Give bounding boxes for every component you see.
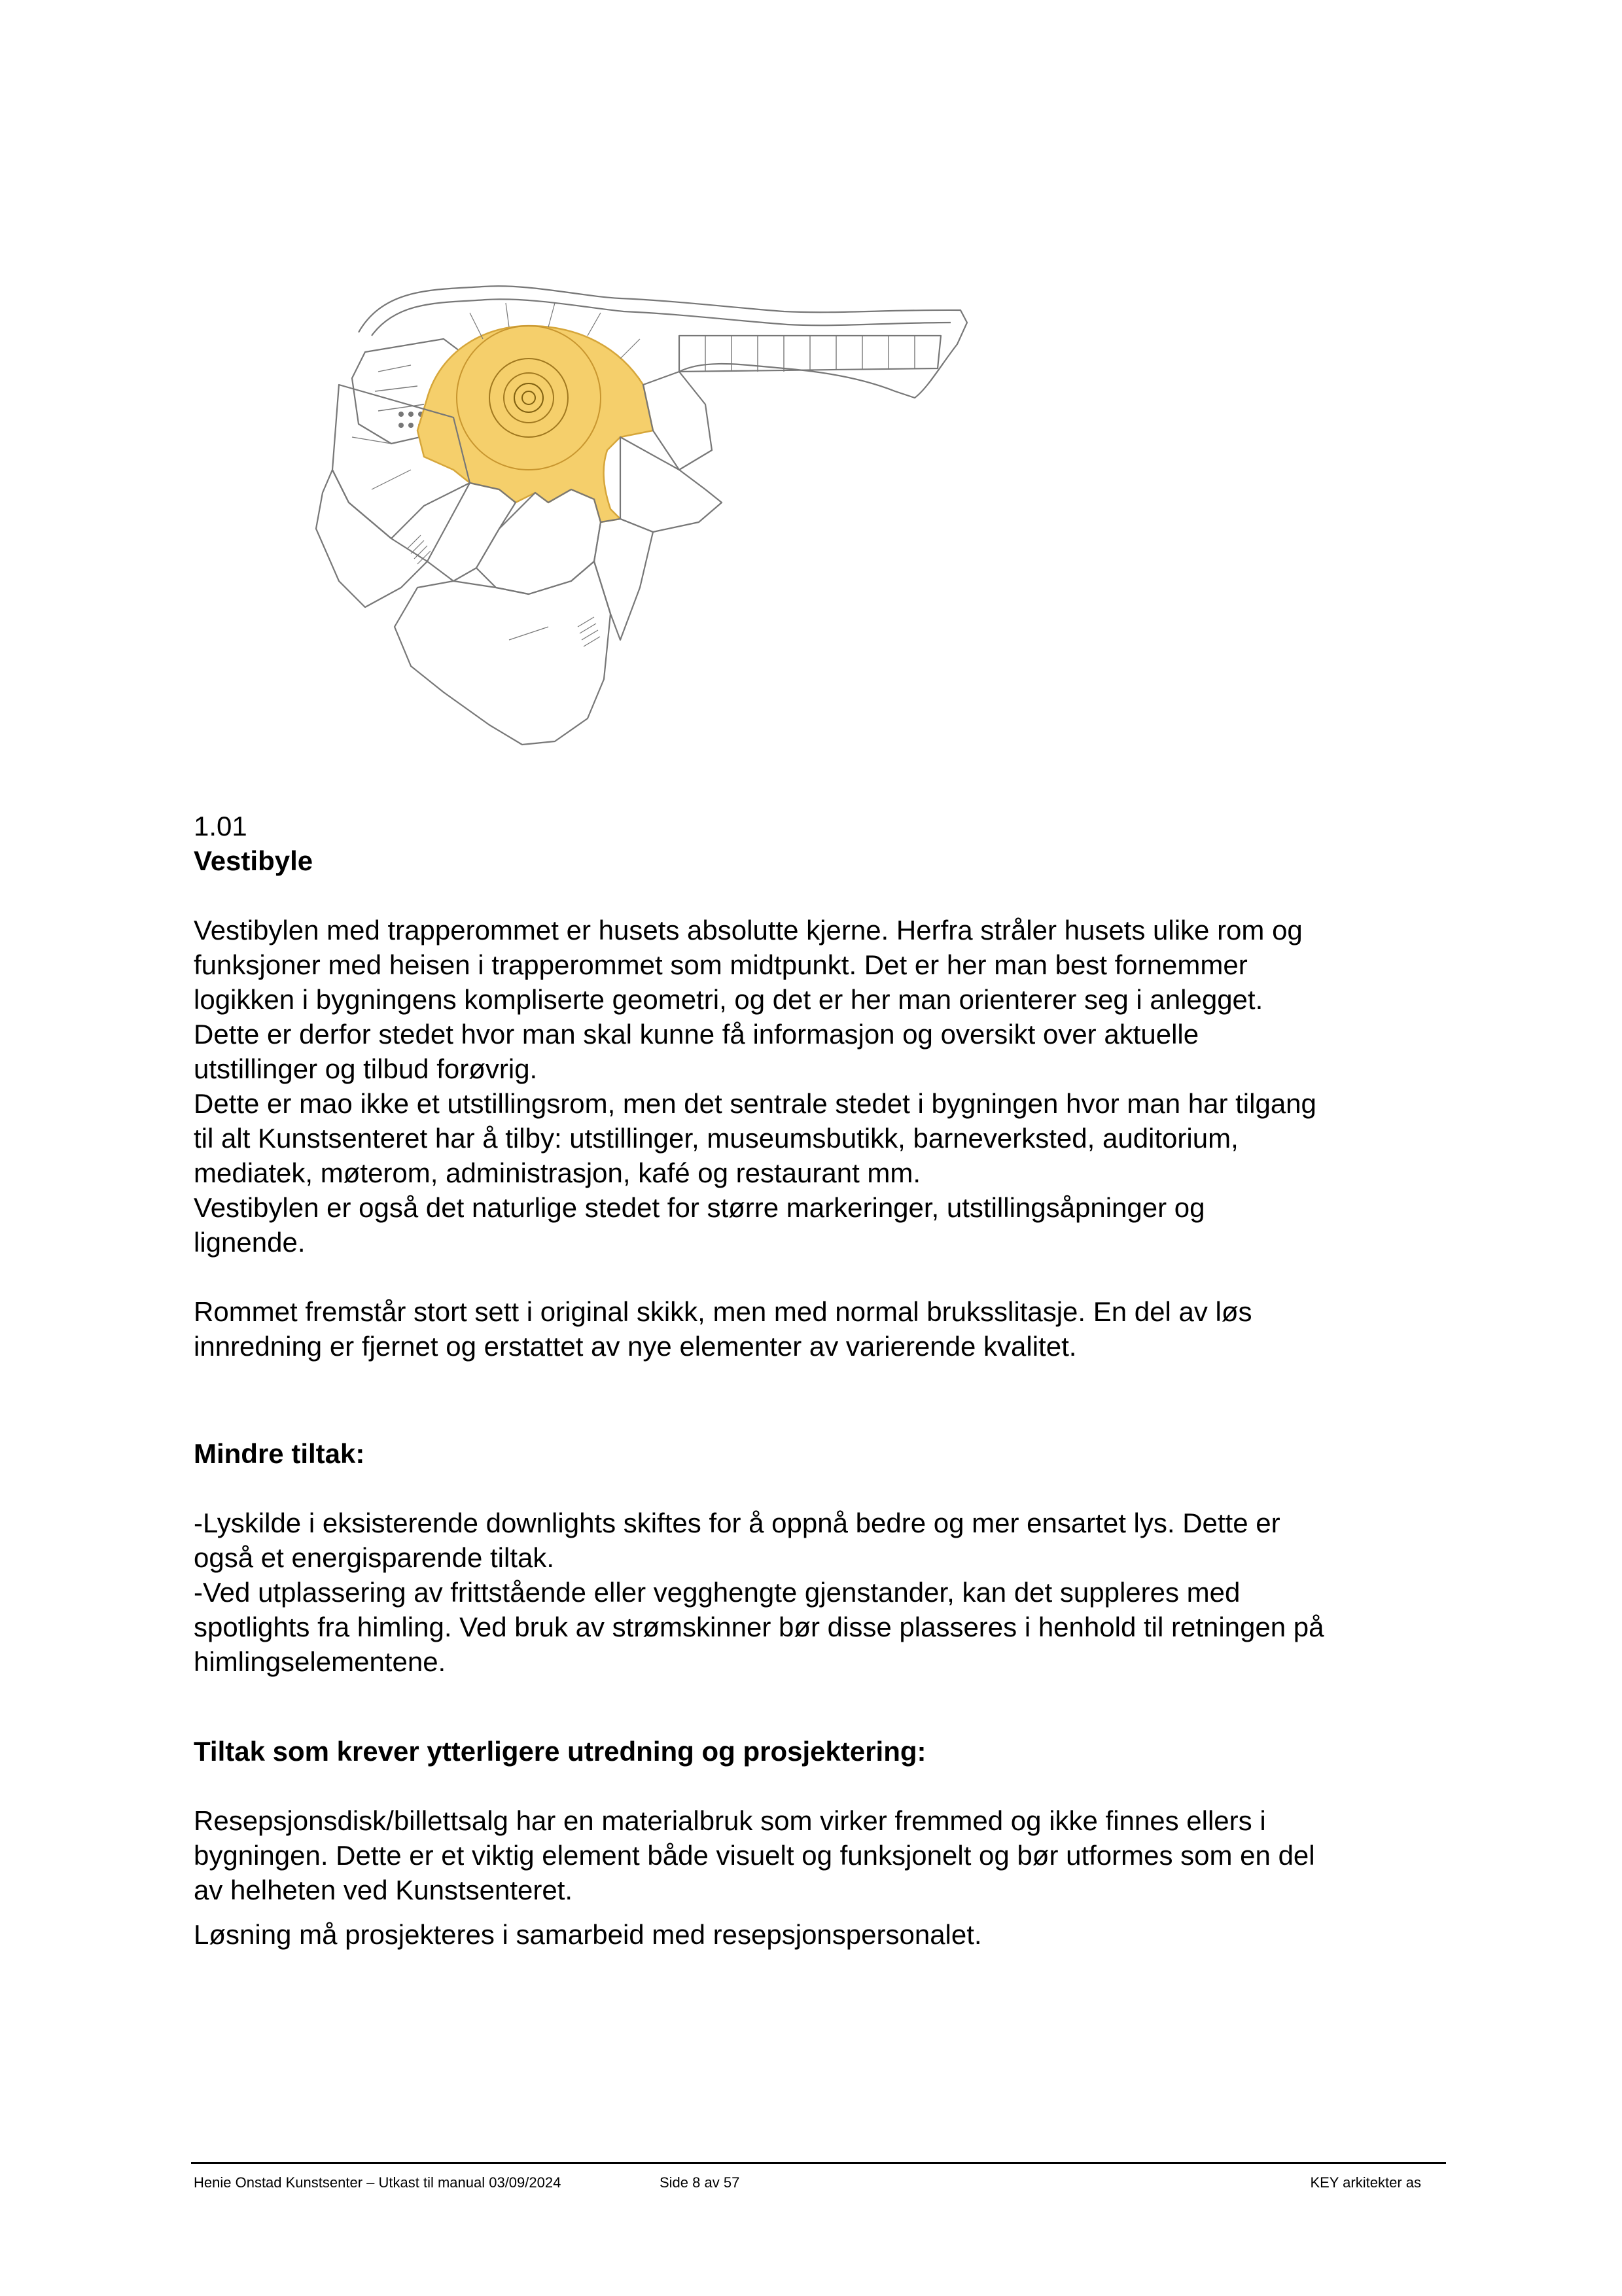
text-line: Dette er mao ikke et utstillingsrom, men det sentrale stedet i bygningen hvor man har tilgang [194,1088,1316,1119]
text-line: bygningen. Dette er et viktig element både visuelt og funksjonelt og bør utformes som en del [194,1840,1315,1871]
footer-document-title: Henie Onstad Kunstsenter – Utkast til manual 03/09/2024 [194,2174,561,2191]
text-line: spotlights fra himling. Ved bruk av strømskinner bør disse plasseres i henhold til retningen på [194,1612,1324,1642]
footer-page-number: Side 8 av 57 [660,2174,740,2191]
north-wing-inner [372,299,951,336]
text-line: -Lyskilde i eksisterende downlights skiftes for å oppnå bedre og mer ensartet lys. Dette er [194,1508,1280,1538]
body-paragraph-2 [194,1294,1456,1364]
minor-measures-heading: Mindre tiltak: [194,1438,365,1469]
text-line: av helheten ved Kunstsenteret. [194,1875,573,1905]
footer-author: KEY arkitekter as [1310,2174,1421,2191]
text-line: også et energisparende tiltak. [194,1542,555,1573]
text-line: Vestibylen er også det naturlige stedet for større markeringer, utstillingsåpninger og [194,1192,1205,1223]
text-line: Resepsjonsdisk/billettsalg har en materialbruk som virker fremmed og ikke finnes ellers i [194,1805,1266,1836]
gallery-southwest [316,470,427,607]
text-line: funksjoner med heisen i trapperommet som midtpunkt. Det er her man best fornemmer [194,949,1248,980]
gallery-east-lower [594,519,653,640]
footer-divider [191,2162,1446,2164]
text-line: Vestibylen med trapperommet er husets absolutte kjerne. Herfra stråler husets ulike rom og [194,915,1303,945]
text-line: utstillinger og tilbud forøvrig. [194,1053,538,1084]
text-line: innredning er fjernet og erstattet av nye elementer av varierende kvalitet. [194,1331,1077,1362]
text-line: himlingselementene. [194,1646,446,1677]
text-line: Dette er derfor stedet hvor man skal kunne få informasjon og oversikt over aktuelle [194,1019,1199,1050]
gallery-south-large [395,561,610,745]
east-gallery [620,437,722,532]
text-line: -Ved utplassering av frittstående eller vegghengte gjenstander, kan det suppleres med [194,1577,1241,1608]
text-line: Rommet fremstår stort sett i original skikk, men med normal bruksslitasje. En del av løs [194,1296,1252,1327]
further-measures-paragraph-2: Løsning må prosjekteres i samarbeid med resepsjonspersonalet. [194,1919,982,1950]
further-measures-paragraph-1 [194,1803,1456,1907]
body-paragraph-1 [194,913,1456,1260]
text-line: lignende. [194,1227,306,1258]
stairs [408,535,600,646]
text-line: mediatek, møterom, administrasjon, kafé og restaurant mm. [194,1157,921,1188]
section-title: Vestibyle [194,845,313,876]
text-line: logikken i bygningens kompliserte geometri, og det er her man orienterer seg i anlegget. [194,984,1263,1015]
minor-measures-text [194,1506,1456,1679]
further-measures-heading: Tiltak som krever ytterligere utredning og prosjektering: [194,1736,926,1767]
text-line: til alt Kunstsenteret har å tilby: utstillinger, museumsbutikk, barneverksted, auditorium, [194,1123,1239,1154]
gallery-south-1 [476,489,601,594]
section-number: 1.01 [194,811,247,841]
floor-plan-figure [313,274,993,771]
